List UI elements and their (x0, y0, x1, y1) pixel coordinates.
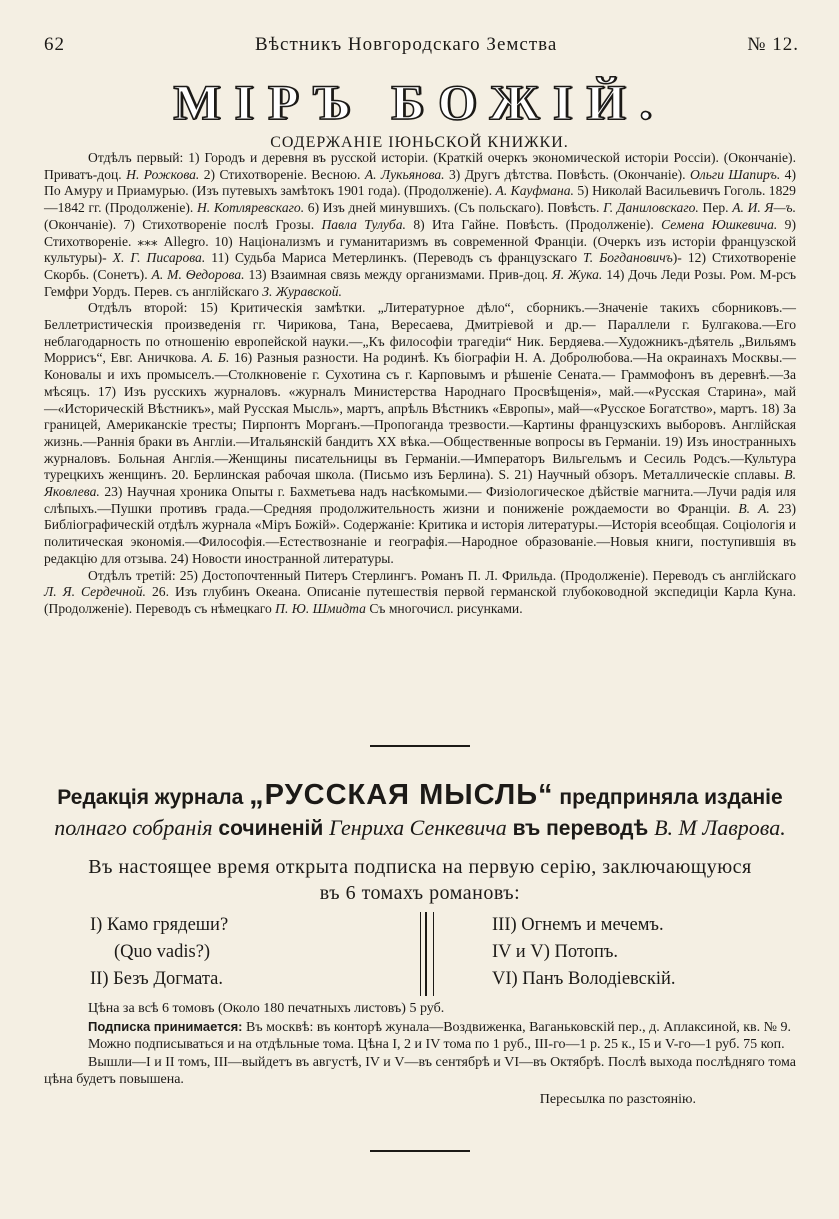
page-header (44, 30, 799, 60)
subscription-accepted (44, 1018, 796, 1037)
page-number: 62 (44, 34, 65, 55)
text-run: 9) Стихотвореніе. ⁎⁎⁎ Allegro. 10) Націонализмъ и гуманитаризмъ въ современной Франціи. (Очеркъ изъ исторіи французской культуры)- (44, 216, 796, 266)
subscription-label: Подписка принимается: (88, 1018, 243, 1034)
text-run: 23) Библіографическій отдѣлъ журнала «Міръ Божій». Содержаніе: Критика и исторія литературы.—Исторія всеобщая. Соціологія и политическая экономія.—Философія.—Естествознаніе и географія.—Народное образованіе.—Новыя книги, поступившія въ редакцію для отзыва. 24) Новости иностранной литературы. (44, 500, 796, 566)
masthead (0, 76, 839, 152)
text-run: 16) Разныя разности. На родинѣ. Къ біографіи Н. А. Добролюбова.—На окраинахъ Москвы.— Коновалы и ихъ промыселъ.—Столкновеніе г. Сухотина съ г. Карповымъ и рѣшеніе Сената.— Граммофонъ въ деревнѣ.—За мѣсяцъ. 17) Изъ русскихъ журналовъ. «журналъ Министерства Народнаго Просвѣщенія», май.—«Русская Старина», май—«Историческій Вѣстникъ», май Русская Мысль», мартъ, апрѣль Вѣстникъ «Европы», май—«Русское Богатство», мартъ. 18) За границей, Американскіе тресты; Пирпонтъ Морганъ.—Пропоганда трезвости.—Картины французскихъ выборовъ. Англійская жизнь.—Раннія браки въ Англіи.—Итальянскій бандитъ XX вѣка.—Общественные вопросы въ Германіи. 19) Изъ иностранныхъ журналовъ. Больная Англія.—Женщины писательницы въ Германіи.—Императоръ Вильгельмъ и Сесиль Родсъ.—Культура турецкихъ женщинъ. 20. Берлинская рабочая школа. (Письмо изъ Берлина). S. 21) Научный обзоръ. Металлическіе сплавы. (44, 350, 796, 483)
novel-item: I) Камо грядеши? (90, 915, 229, 935)
table-of-contents (44, 150, 796, 618)
text-run: 6) Изъ дней минувшихъ. (Съ польскаго). Повѣсть. (304, 200, 604, 216)
novels-left-column (90, 912, 228, 993)
masthead-subtitle: СОДЕРЖАНІЕ ІЮНЬСКОЙ КНИЖКИ. (270, 134, 569, 151)
text-run: 23) Научная хроника Опыты г. Бахметьева надъ насѣкомыми.— Физіологическое дѣйствіе магнита.—Лучи радія иля слѣпыхъ.—Пушки противъ града.—Средняя продолжительность жизни и пониженіе рождаемости во Франціи. (44, 484, 796, 516)
ad-translator: В. М Лаврова. (654, 815, 786, 840)
text-run: 4) По Амуру и Приамурью. (Изъ путевыхъ замѣтокъ 1901 года). (Продолженіе). (44, 166, 797, 199)
text-run: 8) Ита Гайне. Повѣсть. (Продолженіе). (405, 216, 662, 232)
author-name: В. Яковлева. (44, 467, 796, 500)
text-run: Отдѣлъ первый: 1) Городъ и деревня въ русской исторіи. (Краткій очеркъ экономической исторіи Россіи). (Окончаніе). Приватъ-доц. (44, 150, 796, 182)
subscription-info (44, 1000, 796, 1108)
author-name: Х. Г. Писарова. (112, 250, 206, 266)
author-name: А. М. Ѳедорова. (151, 266, 245, 282)
ad-journal-name: „РУССКАЯ МЫСЛЬ“ (249, 779, 554, 811)
author-name: Л. Я. Сердечной. (44, 584, 146, 600)
text-run: )- 12) Стихотвореніе Скорбь. (Сонетъ). (44, 250, 796, 282)
text-run: Отдѣлъ третій: 25) Достопочтенный Питеръ Стерлингъ. Романъ П. Л. Фрильда. (Продолженіе). Переводъ съ англійскаго (88, 567, 796, 583)
author-name: Н. Котляревскаго. (196, 200, 305, 216)
author-name: Н. Рожкова. (126, 166, 200, 182)
text-run: 2) Стихотвореніе. Весною. (199, 166, 365, 182)
author-name: З. Журавской. (262, 283, 342, 299)
author-name: Г. Даниловскаго. (603, 200, 699, 216)
author-name: А. Б. (201, 350, 230, 366)
author-name: А. И. Я—ъ. (732, 200, 796, 216)
ad-author: Генриха Сенкевича (329, 815, 507, 840)
text-run: 11) Судьба Мариса Метерлинкъ. (Переводъ съ французскаго (205, 250, 584, 266)
release-schedule: Вышли—I и II томъ, III—выйдетъ въ августѣ, IV и V—въ сентябрѣ и VI—въ Октябрѣ. Послѣ выхода послѣдняго тома цѣна будетъ повышена. (44, 1054, 796, 1087)
text-run: 3) Другъ дѣтства. Повѣсть. (Окончаніе). (444, 166, 690, 182)
author-name: Семена Юшкевича. (661, 216, 778, 232)
novels-list (90, 912, 740, 992)
novel-item: VI) Панъ Володіевскій. (492, 969, 676, 989)
column-separator (420, 912, 434, 996)
author-name: А. Лукьянова. (364, 166, 445, 182)
ad-subscription-open (40, 854, 800, 906)
text-run: Съ многочисл. рисунками. (365, 600, 523, 616)
ad-translation: въ переводѣ (512, 817, 649, 840)
text-run: 26. Изъ глубинъ Океана. Описаніе путешествія первой германской глубоководной экспедиціи Карла Куна. (Продолженіе). Переводъ съ нѣмецкаго (44, 584, 796, 616)
author-name: В. А. (738, 500, 770, 516)
ad-line-1-start: Редакція журнала (57, 786, 244, 809)
advertisement (40, 780, 800, 906)
ad-line-2 (40, 813, 800, 844)
bottom-rule (370, 1150, 470, 1152)
text-run: 5) Николай Васильевичъ Гоголь. 1829—1842 гг. (Продолженіе). (44, 183, 796, 216)
text-run: Отдѣлъ второй: 15) Критическія замѣтки. „Литературное дѣло“, сборникъ.—Значеніе такихъ сборниковъ.— Беллетристическія произведенія гг. Чирикова, Тана, Вересаева, Дмитріевой и др.— Параллели г. Булгакова.—Его неблагодарность по отношенію европейской науки.—„Къ философіи трагедіи“ Ник. Бердяева.—Художникъ-дѣятель „Вильямъ Моррисъ“, Евг. Аничкова. (44, 300, 796, 366)
novel-item: IV и V) Потопъ. (492, 942, 619, 962)
author-name: А. Кауфмана. (495, 183, 574, 199)
novel-item: (Quo vadis?) (114, 942, 211, 962)
toc-section-1 (44, 150, 796, 300)
novels-right-column (492, 912, 676, 993)
toc-section-2 (44, 300, 796, 567)
text-run: 13) Взаимная связь между организмами. Прив-доц. (244, 266, 552, 282)
shipping-note: Пересылка по разстоянію. (539, 1091, 696, 1107)
author-name: Ольги Шапиръ. (689, 166, 781, 182)
ad-collection: полнаго собранія (54, 815, 213, 840)
ad-line-1 (40, 780, 800, 813)
toc-section-3 (44, 568, 796, 618)
separate-volumes: Можно подписываться и на отдѣльные тома. Цѣна I, 2 и IV тома по 1 руб., III-го—1 р. 25 к., I5 и V-го—1 руб. 75 коп. (88, 1037, 785, 1052)
ad-line-4: въ 6 томахъ романовъ: (319, 882, 521, 904)
text-run: Пер. (698, 200, 733, 216)
ad-works: сочиненій (218, 817, 324, 840)
price-line: Цѣна за всѣ 6 томовъ (Около 180 печатныхъ листовъ) 5 руб. (88, 1001, 445, 1016)
journal-title: Вѣстникъ Новгородскаго Земства (255, 34, 558, 55)
text-run: (Окончаніе). 7) Стихотвореніе послѣ Грозы. (44, 216, 322, 232)
author-name: П. Ю. Шмидта (275, 600, 366, 616)
author-name: Павла Тулуба. (321, 216, 406, 232)
divider-rule (370, 745, 470, 747)
text-run: 14) Дочь Леди Розы. Ром. М-рсъ Гемфри Уордъ. Перев. съ англійскаго (44, 266, 797, 299)
novel-item: III) Огнемъ и мечемъ. (492, 915, 664, 935)
subscription-address: Въ москвѣ: въ конторѣ жунала—Воздвиженка, Ваганьковскій пер., д. Аплаксиной, кв. № 9. (242, 1019, 792, 1035)
issue-number: № 12. (747, 34, 799, 55)
novel-item: II) Безъ Догмата. (90, 969, 224, 989)
author-name: Т. Богдановичъ (583, 250, 673, 266)
author-name: Я. Жука. (551, 266, 603, 282)
ad-line-3: Въ настоящее время открыта подписка на первую серію, заключающуюся (88, 856, 752, 878)
masthead-title: МІРЪ БОЖІЙ. (173, 74, 666, 130)
ad-line-1-end: предприняла изданіе (559, 786, 783, 809)
